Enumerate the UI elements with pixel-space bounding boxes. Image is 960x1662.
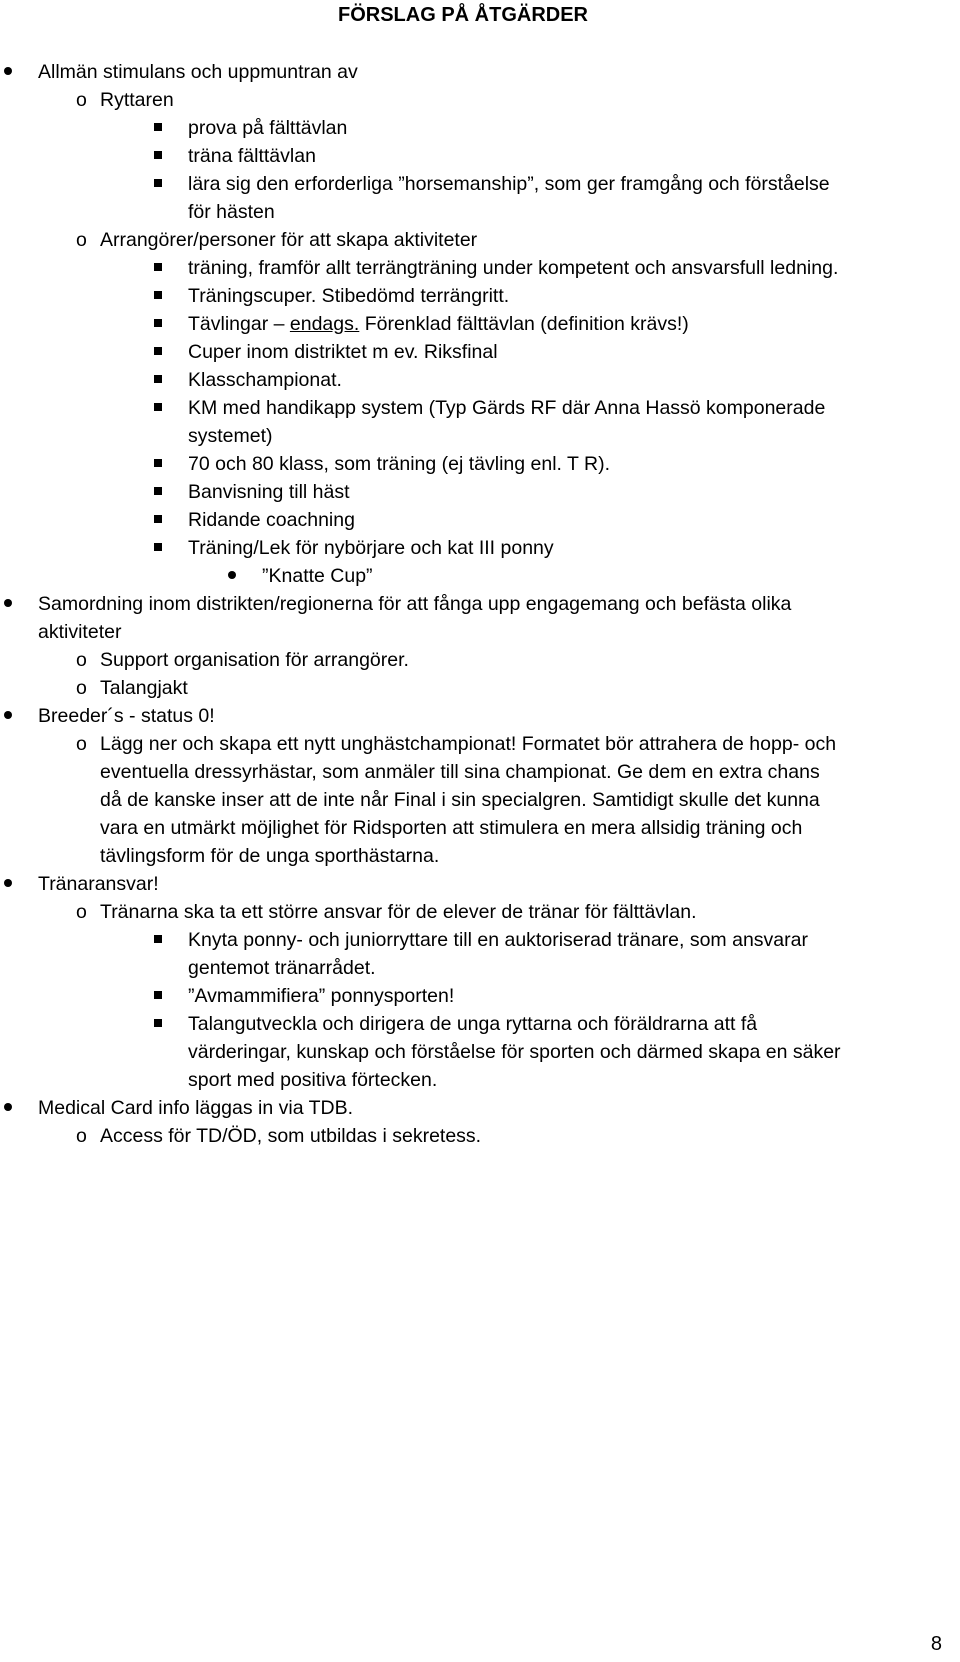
list-item-continuation: gentemot tränarrådet. (188, 957, 376, 979)
list-item: Banvisning till häst (188, 481, 350, 503)
list-item: Knyta ponny- och juniorryttare till en auktoriserad tränare, som ansvarar (188, 929, 808, 951)
text-run: Tävlingar – (188, 313, 290, 335)
list-item-continuation: då de kanske inser att de inte når Final i sin specialgren. Samtidigt skulle det kunna (100, 789, 820, 811)
bullet-square (154, 506, 162, 534)
list-item: Samordning inom distrikten/regionerna för att fånga upp engagemang och befästa olika (38, 593, 792, 615)
list-item: träna fälttävlan (188, 145, 316, 167)
bullet-circle: o (76, 733, 87, 755)
list-item-continuation: för hästen (188, 201, 275, 223)
bullet-square (154, 114, 162, 142)
bullet-square (154, 982, 162, 1010)
list-item-continuation: aktiviteter (38, 621, 122, 643)
bullet-square (154, 282, 162, 310)
list-item: Träning/Lek för nybörjare och kat III ponny (188, 537, 554, 559)
bullet-square (154, 1010, 162, 1038)
bullet-square (154, 394, 162, 422)
list-item: Cuper inom distriktet m ev. Riksfinal (188, 341, 498, 363)
list-item-continuation: värderingar, kunskap och förståelse för sporten och därmed skapa en säker (188, 1041, 841, 1063)
list-item-continuation: systemet) (188, 425, 273, 447)
list-item (188, 310, 689, 338)
bullet-square (154, 450, 162, 478)
list-item: 70 och 80 klass, som träning (ej tävling enl. T R). (188, 453, 610, 475)
bullet-dot (4, 702, 12, 730)
list-item: Ridande coachning (188, 509, 355, 531)
list-item: Allmän stimulans och uppmuntran av (38, 61, 358, 83)
list-item-continuation: tävlingsform för de unga sporthästarna. (100, 845, 440, 867)
bullet-dot (4, 1094, 12, 1122)
bullet-dot (228, 562, 236, 590)
bullet-circle: o (76, 901, 87, 923)
list-item: ”Knatte Cup” (262, 565, 373, 587)
list-item: Träningscuper. Stibedömd terrängritt. (188, 285, 510, 307)
list-item: träning, framför allt terrängträning under kompetent och ansvarsfull ledning. (188, 257, 839, 279)
bullet-square (154, 926, 162, 954)
bullet-circle: o (76, 649, 87, 671)
list-item-continuation: vara en utmärkt möjlighet för Ridsporten att stimulera en mera allsidig träning och (100, 817, 803, 839)
underlined-text: endags. (289, 313, 360, 335)
bullet-circle: o (76, 229, 87, 251)
bullet-dot (4, 590, 12, 618)
bullet-square (154, 142, 162, 170)
list-item: Lägg ner och skapa ett nytt unghästchampionat! Formatet bör attrahera de hopp- och (100, 733, 837, 755)
list-item: lära sig den erforderliga ”horsemanship”, som ger framgång och förståelse (188, 173, 830, 195)
bullet-circle: o (76, 677, 87, 699)
list-item: Talangjakt (100, 677, 188, 699)
list-item: Tränarna ska ta ett större ansvar för de elever de tränar för fälttävlan. (100, 901, 697, 923)
bullet-square (154, 534, 162, 562)
page-number: 8 (930, 1633, 942, 1655)
bullet-square (154, 338, 162, 366)
list-item: Klasschampionat. (188, 369, 342, 391)
bullet-square (154, 366, 162, 394)
list-item: KM med handikapp system (Typ Gärds RF där Anna Hassö komponerade (188, 397, 826, 419)
list-item: Support organisation för arrangörer. (100, 649, 409, 671)
list-item: ”Avmammifiera” ponnysporten! (188, 985, 455, 1007)
bullet-dot (4, 58, 12, 86)
bullet-circle: o (76, 1125, 87, 1147)
list-item-continuation: sport med positiva förtecken. (188, 1069, 438, 1091)
page-title: FÖRSLAG PÅ ÅTGÄRDER (338, 4, 588, 26)
list-item: Arrangörer/personer för att skapa aktiviteter (100, 229, 478, 251)
text-run: Förenklad fälttävlan (definition krävs!) (359, 313, 689, 335)
bullet-square (154, 170, 162, 198)
bullet-square (154, 254, 162, 282)
list-item: Ryttaren (100, 89, 174, 111)
list-item: Breeder´s - status 0! (38, 705, 215, 727)
list-item: prova på fälttävlan (188, 117, 348, 139)
bullet-square (154, 478, 162, 506)
bullet-dot (4, 870, 12, 898)
bullet-square (154, 310, 162, 338)
bullet-circle: o (76, 89, 87, 111)
list-item: Talangutveckla och dirigera de unga ryttarna och föräldrarna att få (188, 1013, 758, 1035)
list-item-continuation: eventuella dressyrhästar, som anmäler till sina championat. Ge dem en extra chans (100, 761, 820, 783)
list-item: Tränaransvar! (38, 873, 159, 895)
list-item: Access för TD/ÖD, som utbildas i sekretess. (100, 1125, 482, 1147)
list-item: Medical Card info läggas in via TDB. (38, 1097, 354, 1119)
